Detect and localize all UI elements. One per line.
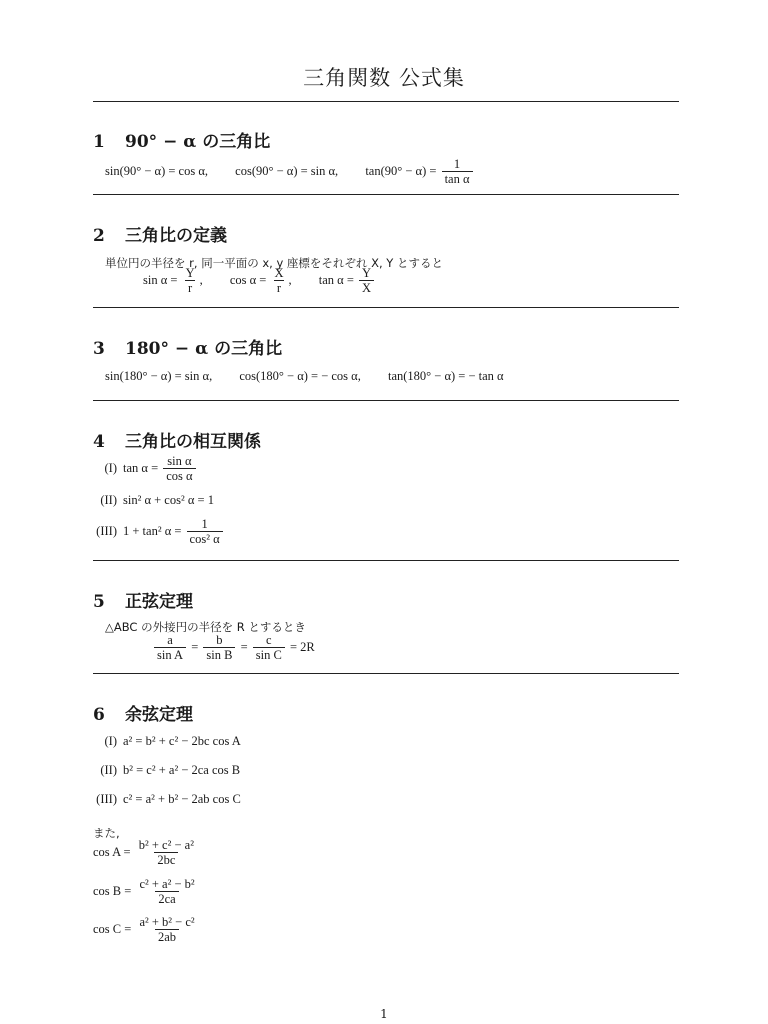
denominator: cos α bbox=[163, 468, 195, 484]
formula: sin(180° − α) = sin α, bbox=[105, 369, 213, 383]
section-3-heading bbox=[93, 334, 282, 359]
denominator: cos² α bbox=[187, 531, 223, 547]
section-title: 180° − α の三角比 bbox=[125, 339, 283, 359]
fraction bbox=[136, 838, 197, 868]
divider bbox=[93, 194, 679, 195]
denominator: tan α bbox=[442, 171, 473, 187]
divider bbox=[93, 400, 679, 401]
section-title: 三角比の相互関係 bbox=[125, 432, 261, 452]
numerator: c bbox=[266, 633, 272, 647]
formula-line bbox=[105, 157, 475, 187]
section-2-heading bbox=[93, 221, 227, 246]
fraction bbox=[359, 266, 374, 296]
formula-line bbox=[93, 915, 200, 945]
formula: cos B = bbox=[93, 883, 132, 898]
document-title: 三角関数 公式集 bbox=[303, 66, 465, 90]
formula: b² = c² + a² − 2ca cos B bbox=[123, 763, 241, 777]
numerator: c² + a² − b² bbox=[139, 877, 195, 891]
section-title: 90° − α の三角比 bbox=[125, 132, 271, 152]
section-number: 2 bbox=[93, 226, 105, 246]
fraction bbox=[136, 877, 197, 907]
item-label: (II) bbox=[100, 493, 117, 507]
denominator: r bbox=[185, 280, 195, 296]
section-number: 4 bbox=[93, 432, 105, 452]
fraction bbox=[187, 517, 223, 547]
formula: cos α = bbox=[229, 272, 267, 287]
formula-line: sin α = $\frac{Y}{r}$ , cos α = $\frac{X}{r}$ , tan α = $\frac{Y}{X}$ bbox=[143, 266, 376, 296]
numerator: a bbox=[167, 633, 173, 647]
section-text: △ABC の外接円の半径を R とするとき bbox=[105, 620, 306, 634]
item-label: (I) bbox=[104, 734, 117, 748]
formula-line bbox=[87, 763, 240, 778]
fraction bbox=[163, 454, 195, 484]
formula-line bbox=[87, 517, 225, 547]
section-title: 三角比の定義 bbox=[125, 226, 227, 246]
denominator: X bbox=[359, 280, 374, 296]
fraction bbox=[183, 266, 198, 296]
formula: cos C = bbox=[93, 921, 132, 936]
numerator: 1 bbox=[453, 157, 461, 171]
formula: tan(180° − α) = − tan α bbox=[387, 369, 504, 383]
formula-line bbox=[87, 734, 241, 749]
section-5-heading bbox=[93, 587, 193, 612]
formula: tan α = bbox=[123, 460, 159, 475]
section-number: 5 bbox=[93, 592, 105, 612]
item-label: (III) bbox=[96, 792, 117, 806]
formula: 1 + tan² α = bbox=[123, 523, 182, 538]
formula: cos(90° − α) = sin α, bbox=[235, 163, 339, 178]
denominator: r bbox=[274, 280, 284, 296]
numerator: 1 bbox=[201, 517, 208, 531]
numerator: Y bbox=[185, 266, 195, 280]
numerator: a² + b² − c² bbox=[139, 915, 195, 929]
formula: c² = a² + b² − 2ab cos C bbox=[123, 792, 241, 806]
fraction bbox=[203, 633, 235, 663]
formula-line bbox=[87, 493, 214, 508]
fraction bbox=[442, 157, 473, 187]
formula: = 2R bbox=[289, 639, 315, 654]
formula: sin² α + cos² α = 1 bbox=[123, 493, 214, 507]
section-4-heading bbox=[93, 427, 261, 452]
formula: cos A = bbox=[93, 844, 131, 859]
formula-line bbox=[87, 454, 198, 484]
section-title: 余弦定理 bbox=[125, 705, 193, 725]
fraction bbox=[136, 915, 197, 945]
formula-line bbox=[152, 633, 315, 663]
section-1-heading bbox=[93, 127, 270, 152]
divider bbox=[93, 560, 679, 561]
divider bbox=[93, 307, 679, 308]
denominator: 2ca bbox=[155, 891, 178, 907]
equals-sign: = bbox=[240, 639, 248, 654]
formula-line bbox=[93, 838, 199, 868]
divider bbox=[93, 673, 679, 674]
numerator: b bbox=[216, 633, 223, 647]
fraction bbox=[154, 633, 186, 663]
formula: sin(90° − α) = cos α, bbox=[105, 163, 209, 178]
denominator: 2bc bbox=[154, 852, 178, 868]
formula-line bbox=[87, 792, 241, 807]
section-6-heading bbox=[93, 700, 193, 725]
formula-line bbox=[105, 369, 504, 384]
fraction bbox=[253, 633, 285, 663]
formula: cos(180° − α) = − cos α, bbox=[239, 369, 361, 383]
section-text: 単位円の半径を r, 同一平面の x, y 座標をそれぞれ X, Y とすると bbox=[105, 256, 443, 270]
item-label: (I) bbox=[104, 460, 117, 475]
section-number: 6 bbox=[93, 705, 105, 725]
numerator: b² + c² − a² bbox=[138, 838, 194, 852]
formula: tan α = bbox=[318, 272, 354, 287]
fraction bbox=[271, 266, 286, 296]
section-number: 3 bbox=[93, 339, 105, 359]
equals-sign: = bbox=[191, 639, 199, 654]
section-text: また, bbox=[93, 826, 120, 840]
page-number: 1 bbox=[380, 1007, 388, 1021]
formula: tan(90° − α) = bbox=[365, 163, 437, 178]
item-label: (III) bbox=[96, 523, 117, 538]
numerator: Y bbox=[362, 266, 372, 280]
denominator: sin C bbox=[253, 647, 285, 663]
divider bbox=[93, 101, 679, 102]
section-title: 正弦定理 bbox=[125, 592, 193, 612]
item-label: (II) bbox=[100, 763, 117, 777]
denominator: sin A bbox=[154, 647, 186, 663]
denominator: sin B bbox=[203, 647, 235, 663]
formula: a² = b² + c² − 2bc cos A bbox=[123, 734, 241, 748]
section-number: 1 bbox=[93, 132, 105, 152]
numerator: sin α bbox=[167, 454, 192, 468]
numerator: X bbox=[274, 266, 284, 280]
denominator: 2ab bbox=[155, 929, 179, 945]
formula: sin α = bbox=[143, 272, 178, 287]
formula-line bbox=[93, 877, 200, 907]
